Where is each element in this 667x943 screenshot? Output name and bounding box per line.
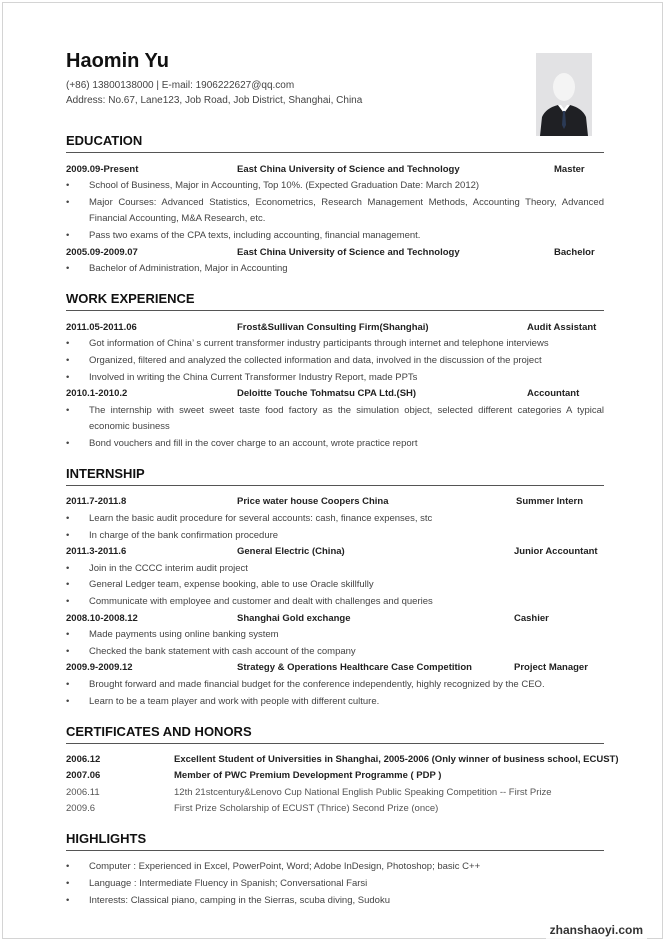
section-title-education: EDUCATION xyxy=(66,133,604,153)
cert-date: 2006.12 xyxy=(66,754,101,765)
section-title-internship: INTERNSHIP xyxy=(66,466,604,486)
entry-org: Frost&Sullivan Consulting Firm(Shanghai) xyxy=(237,322,429,333)
education-entry-1 xyxy=(66,164,604,177)
cert-text: Excellent Student of Universities in Shanghai, 2005-2006 (Only winner of business school, ECUST) xyxy=(174,754,619,765)
entry-role: Accountant xyxy=(527,388,580,399)
entry-org: Deloitte Touche Tohmatsu CPA Ltd.(SH) xyxy=(237,388,417,399)
entry-date: 2011.05-2011.06 xyxy=(66,322,137,333)
entry-date: 2011.3-2011.6 xyxy=(66,546,127,557)
contact-address: Address: No.67, Lane123, Job Road, Job District, Shanghai, China xyxy=(66,95,363,106)
entry-date: 2009.9-2009.12 xyxy=(66,662,133,673)
entry-org: East China University of Science and Technology xyxy=(237,164,460,175)
internship-entry-4 xyxy=(66,662,604,675)
work-entry-1 xyxy=(66,322,604,335)
entry-date: 2005.09-2009.07 xyxy=(66,247,138,258)
entry-org: Strategy & Operations Healthcare Case Competition xyxy=(237,662,472,673)
entry-date: 2011.7-2011.8 xyxy=(66,496,127,507)
profile-photo xyxy=(536,53,592,136)
entry-role: Cashier xyxy=(514,613,549,624)
cert-date: 2006.11 xyxy=(66,787,100,798)
entry-org: East China University of Science and Technology xyxy=(237,247,460,258)
entry-role: Bachelor xyxy=(554,247,595,258)
section-title-highlights: HIGHLIGHTS xyxy=(66,831,604,851)
cert-text: First Prize Scholarship of ECUST (Thrice) Second Prize (once) xyxy=(174,803,439,814)
certificate-row xyxy=(66,754,619,767)
internship-entry-2 xyxy=(66,546,604,559)
watermark: zhanshaoyi.com xyxy=(546,921,647,939)
resume-name: Haomin Yu xyxy=(66,50,169,72)
section-title-work: WORK EXPERIENCE xyxy=(66,291,604,311)
section-title-certificates: CERTIFICATES AND HONORS xyxy=(66,724,604,744)
entry-role: Junior Accountant xyxy=(514,546,598,557)
entry-role: Master xyxy=(554,164,585,175)
entry-org: Price water house Coopers China xyxy=(237,496,389,507)
work-entry-2 xyxy=(66,388,604,401)
internship-entry-3 xyxy=(66,613,604,626)
entry-org: Shanghai Gold exchange xyxy=(237,613,351,624)
certificate-row xyxy=(66,770,604,783)
cert-date: 2007.06 xyxy=(66,770,101,781)
entry-date: 2009.09-Present xyxy=(66,164,139,175)
entry-date: 2010.1-2010.2 xyxy=(66,388,128,399)
cert-text: 12th 21stcentury&Lenovo Cup National English Public Speaking Competition -- First Prize xyxy=(174,787,552,798)
entry-role: Project Manager xyxy=(514,662,588,673)
certificate-row xyxy=(66,787,604,800)
entry-role: Audit Assistant xyxy=(527,322,597,333)
cert-date: 2009.6 xyxy=(66,803,96,814)
entry-org: General Electric (China) xyxy=(237,546,345,557)
internship-entry-1 xyxy=(66,496,604,509)
entry-role: Summer Intern xyxy=(516,496,584,507)
cert-text: Member of PWC Premium Development Programme ( PDP ) xyxy=(174,770,442,781)
contact-phone-email: (+86) 13800138000 | E-mail: 1906222627@qq.com xyxy=(66,80,295,91)
education-entry-2 xyxy=(66,247,604,260)
certificate-row xyxy=(66,803,604,816)
entry-date: 2008.10-2008.12 xyxy=(66,613,138,624)
